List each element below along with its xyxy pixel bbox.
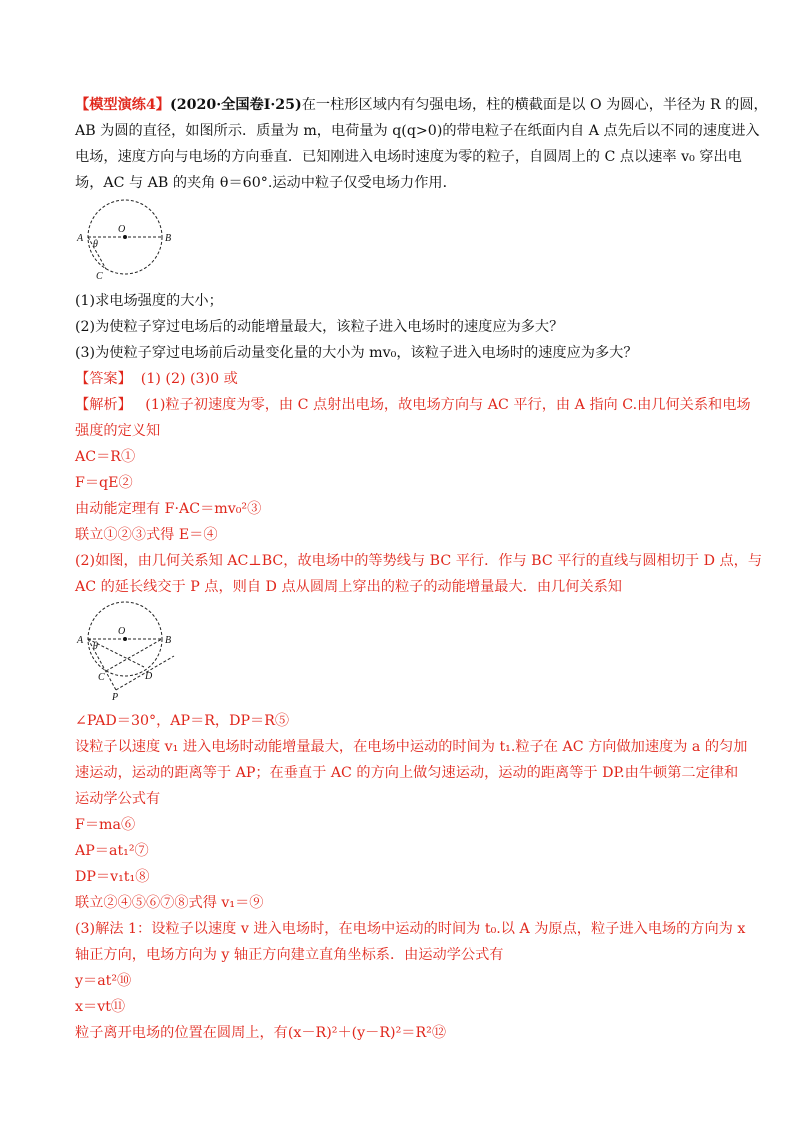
label-b: B [165,233,172,244]
analysis-p1-line-1: (1)粒子初速度为零，由 C 点射出电场，故电场方向与 AC 平行，由 A 指向 C.由几何关系和电场 [145,397,751,413]
label-d: D [145,671,153,682]
answer-line [75,370,238,388]
equation-6: F＝ma⑥ [75,817,136,833]
equation-1: AC＝R① [75,449,136,465]
analysis-p2-line-2: AC 的延长线交于 P 点，则自 D 点从圆周上穿出的粒子的动能增量最大．由几何关系知 [75,579,622,595]
label-theta: θ [93,641,98,652]
analysis-p4-line-2: 轴正方向，电场方向为 y 轴正方向建立直角坐标系．由运动学公式有 [75,947,504,963]
answer-text: (1) (2) (3)0 或 [140,371,238,387]
label-p: P [112,692,119,702]
chord-cb [106,639,162,671]
question-1: (1)求电场强度的大小； [75,293,223,309]
question-2: (2)为使粒子穿过电场后的动能增量最大，该粒子进入电场时的速度应为多大？ [75,319,564,335]
equation-2: F＝qE② [75,475,133,491]
problem-source: (2020·全国卷Ⅰ·25) [170,97,302,113]
label-a: A [77,635,84,646]
analysis-p3-line-3: 运动学公式有 [75,791,161,807]
center-point [123,235,127,239]
equation-3: 由动能定理有 F·AC＝mv₀²③ [75,501,262,517]
analysis-p3-line-1: 设粒子以速度 v₁ 进入电场时动能增量最大，在电场中运动的时间为 t₁.粒子在 AC 方向做加速度为 a 的匀加 [75,739,748,755]
analysis-p1-line-2: 强度的定义知 [75,423,161,439]
equation-5: ∠PAD＝30°，AP＝R，DP＝R⑤ [75,713,290,729]
analysis-p3-line-2: 速运动，运动的距离等于 AP；在垂直于 AC 的方向上做匀速运动，运动的距离等于 DP.由牛顿第二定律和 [75,765,739,781]
equation-11: x＝vt⑪ [75,999,126,1015]
circle-diagram-1 [74,196,184,282]
problem-tag: 【模型演练4】 [75,97,170,113]
equation-10: y＝at²⑩ [75,973,132,989]
analysis-label: 【解析】 [75,397,132,413]
label-o: O [118,224,126,235]
circle-diagram-2 [74,598,184,702]
analysis-p4-line-1: (3)解法 1：设粒子以速度 v 进入电场时，在电场中运动的时间为 t₀.以 A 为原点，粒子进入电场的方向为 x [75,921,746,937]
equation-7: AP＝at₁²⑦ [75,843,149,859]
analysis-p4-line-3: 粒子离开电场的位置在圆周上，有(x－R)²＋(y－R)²＝R²⑫ [75,1025,447,1041]
label-c: C [98,672,105,683]
question-3: (3)为使粒子穿过电场前后动量变化量的大小为 mv₀，该粒子进入电场时的速度应为多大？ [75,345,638,361]
figure-1 [74,196,184,282]
label-b: B [165,635,172,646]
analysis-line-1 [75,396,751,414]
center-point [123,637,127,641]
problem-line-1 [75,96,768,114]
problem-line-4: 场，AC 与 AB 的夹角 θ＝60°.运动中粒子仅受电场力作用． [75,175,457,191]
label-a: A [77,233,84,244]
label-o: O [118,626,126,637]
equation-8: DP＝v₁t₁⑧ [75,869,150,885]
figure-2 [74,598,184,702]
label-c: C [96,271,103,282]
equation-9: 联立②④⑤⑥⑦⑧式得 v₁＝⑨ [75,895,264,911]
problem-line-3: 电场，速度方向与电场的方向垂直．已知刚进入电场时速度为零的粒子，自圆周上的 C 点以速率 v₀ 穿出电 [75,149,742,165]
problem-text-1: 在一柱形区域内有匀强电场，柱的横截面是以 O 为圆心，半径为 R 的圆， [301,97,768,113]
analysis-p2-line-1: (2)如图，由几何关系知 AC⊥BC，故电场中的等势线与 BC 平行．作与 BC 平行的直线与圆相切于 D 点，与 [75,553,763,569]
answer-label: 【答案】 [75,371,132,387]
equation-4: 联立①②③式得 E＝④ [75,527,218,543]
problem-line-2: AB 为圆的直径，如图所示．质量为 m，电荷量为 q(q>0)的带电粒子在纸面内自 A 点先后以不同的速度进入 [75,123,760,139]
label-theta: θ [93,239,98,250]
